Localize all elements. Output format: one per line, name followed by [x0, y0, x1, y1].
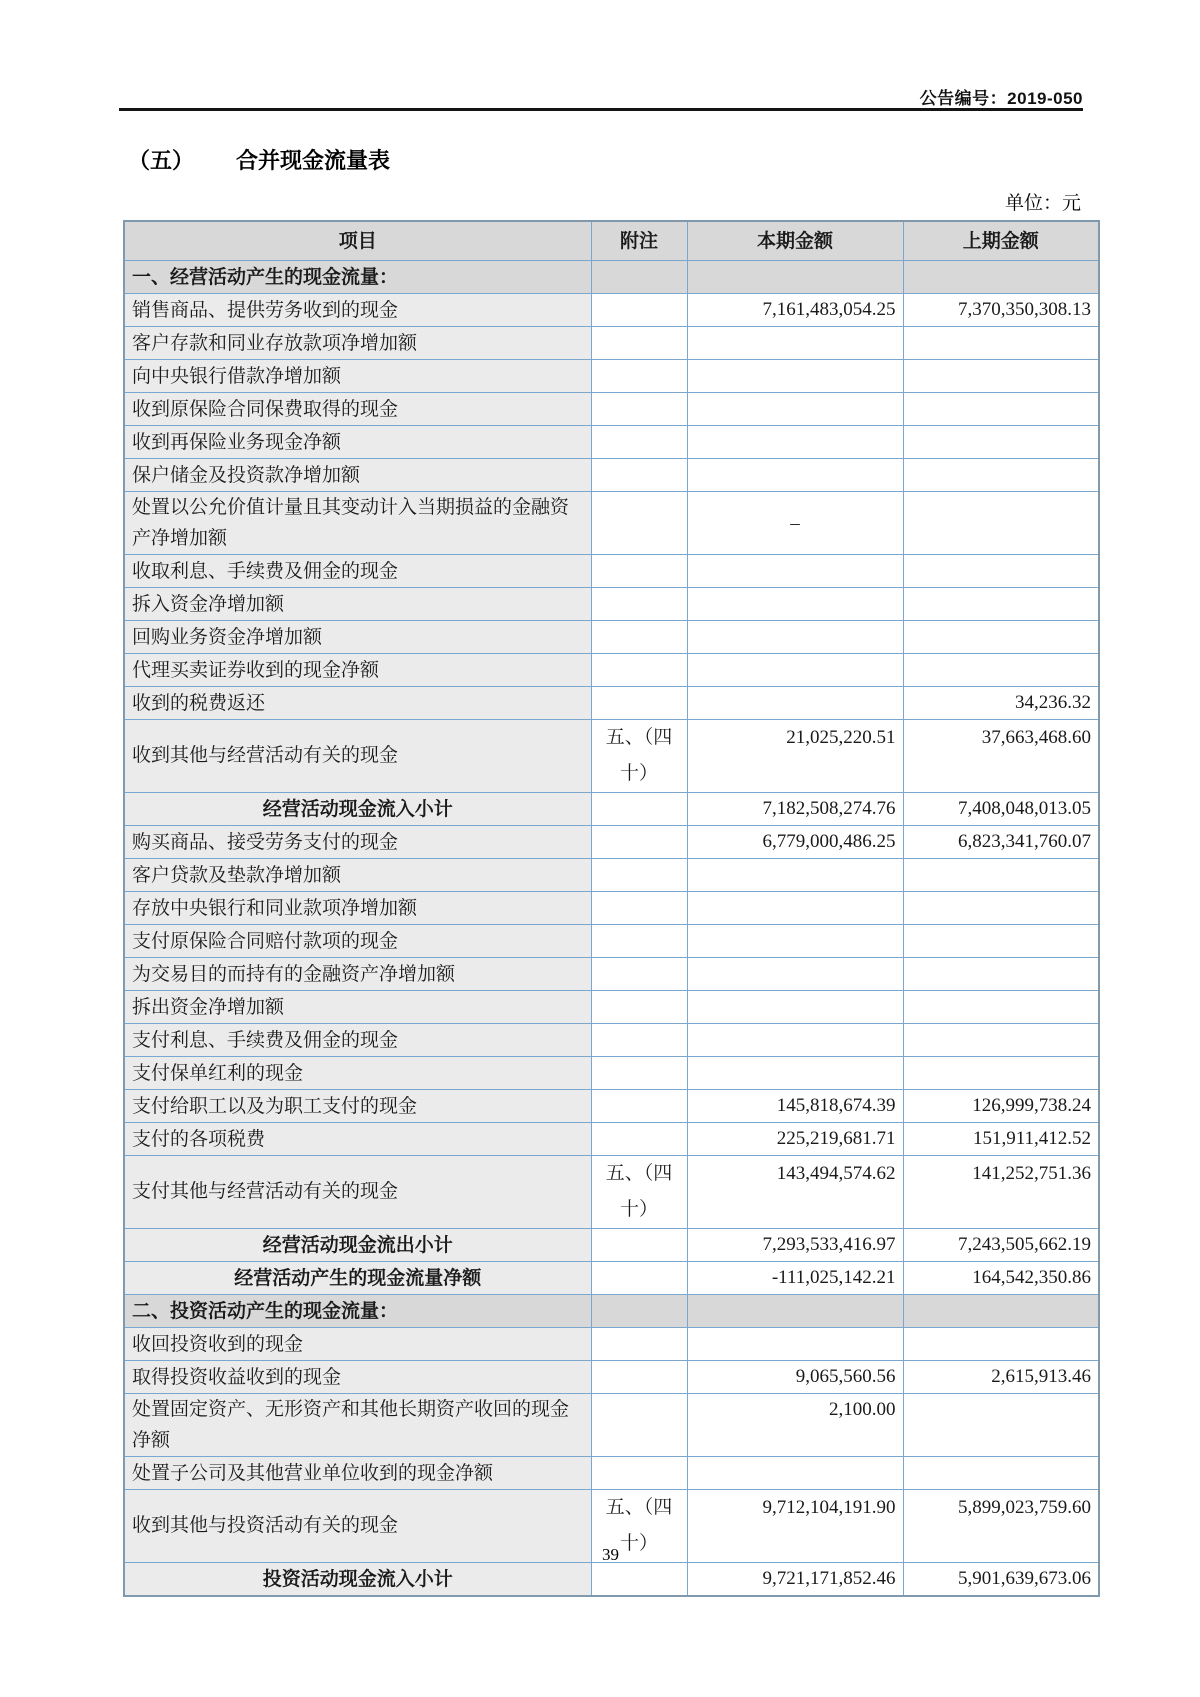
row-prior-amount: 6,823,341,760.07 — [903, 826, 1099, 859]
row-label: 支付保单红利的现金 — [124, 1057, 591, 1090]
row-current-amount — [687, 426, 903, 459]
row-label: 处置固定资产、无形资产和其他长期资产收回的现金净额 — [124, 1394, 591, 1457]
row-current-amount: 7,182,508,274.76 — [687, 793, 903, 826]
row-prior-amount: 7,243,505,662.19 — [903, 1229, 1099, 1262]
row-note — [591, 459, 687, 492]
row-label: 收到的税费返还 — [124, 687, 591, 720]
table-row — [124, 720, 1099, 793]
table-row — [124, 1394, 1099, 1457]
row-label: 收到再保险业务现金净额 — [124, 426, 591, 459]
table-row — [124, 1457, 1099, 1490]
row-prior-amount — [903, 925, 1099, 958]
row-label: 支付原保险合同赔付款项的现金 — [124, 925, 591, 958]
row-prior-amount — [903, 1024, 1099, 1057]
row-label: 购买商品、接受劳务支付的现金 — [124, 826, 591, 859]
row-label: 保户储金及投资款净增加额 — [124, 459, 591, 492]
row-label: 客户贷款及垫款净增加额 — [124, 859, 591, 892]
table-row — [124, 859, 1099, 892]
row-prior-amount: 126,999,738.24 — [903, 1090, 1099, 1123]
row-prior-amount: 151,911,412.52 — [903, 1123, 1099, 1156]
row-label: 处置以公允价值计量且其变动计入当期损益的金融资产净增加额 — [124, 492, 591, 555]
row-current-amount — [687, 687, 903, 720]
row-prior-amount: 7,408,048,013.05 — [903, 793, 1099, 826]
row-label: 一、经营活动产生的现金流量： — [124, 261, 591, 294]
table-row — [124, 1090, 1099, 1123]
row-current-amount — [687, 588, 903, 621]
table-row — [124, 793, 1099, 826]
row-current-amount: 9,065,560.56 — [687, 1361, 903, 1394]
row-prior-amount — [903, 892, 1099, 925]
row-prior-amount — [903, 360, 1099, 393]
table-row — [124, 991, 1099, 1024]
row-current-amount — [687, 925, 903, 958]
row-prior-amount: 164,542,350.86 — [903, 1262, 1099, 1295]
row-note — [591, 1563, 687, 1597]
row-prior-amount — [903, 991, 1099, 1024]
row-current-amount — [687, 621, 903, 654]
row-label: 向中央银行借款净增加额 — [124, 360, 591, 393]
row-label: 收到其他与投资活动有关的现金 — [124, 1490, 591, 1563]
table-row — [124, 360, 1099, 393]
row-current-amount: 143,494,574.62 — [687, 1156, 903, 1229]
table-row — [124, 654, 1099, 687]
row-label: 客户存款和同业存放款项净增加额 — [124, 327, 591, 360]
row-label: 支付给职工以及为职工支付的现金 — [124, 1090, 591, 1123]
table-row — [124, 1563, 1099, 1597]
row-current-amount: 9,721,171,852.46 — [687, 1563, 903, 1597]
row-prior-amount — [903, 327, 1099, 360]
table-row — [124, 1229, 1099, 1262]
row-note — [591, 294, 687, 327]
row-prior-amount — [903, 588, 1099, 621]
row-prior-amount — [903, 555, 1099, 588]
row-prior-amount — [903, 1394, 1099, 1457]
page-title — [128, 144, 390, 175]
table-row — [124, 555, 1099, 588]
row-current-amount: 21,025,220.51 — [687, 720, 903, 793]
row-label: 收回投资收到的现金 — [124, 1328, 591, 1361]
row-note — [591, 1057, 687, 1090]
row-current-amount: – — [687, 492, 903, 555]
table-row — [124, 492, 1099, 555]
row-label: 支付利息、手续费及佣金的现金 — [124, 1024, 591, 1057]
row-note — [591, 654, 687, 687]
row-label: 回购业务资金净增加额 — [124, 621, 591, 654]
row-current-amount: 7,161,483,054.25 — [687, 294, 903, 327]
row-note — [591, 892, 687, 925]
row-note: 五、（四十） — [591, 1490, 687, 1563]
row-prior-amount — [903, 426, 1099, 459]
row-current-amount — [687, 1024, 903, 1057]
row-prior-amount: 141,252,751.36 — [903, 1156, 1099, 1229]
row-note — [591, 1328, 687, 1361]
row-prior-amount — [903, 958, 1099, 991]
row-current-amount: 9,712,104,191.90 — [687, 1490, 903, 1563]
row-note — [591, 327, 687, 360]
row-current-amount: 7,293,533,416.97 — [687, 1229, 903, 1262]
row-current-amount — [687, 991, 903, 1024]
row-current-amount: 225,219,681.71 — [687, 1123, 903, 1156]
row-current-amount — [687, 654, 903, 687]
table-row — [124, 925, 1099, 958]
row-note — [591, 1295, 687, 1328]
table-row — [124, 393, 1099, 426]
row-prior-amount — [903, 492, 1099, 555]
row-prior-amount — [903, 459, 1099, 492]
row-prior-amount: 37,663,468.60 — [903, 720, 1099, 793]
row-prior-amount — [903, 621, 1099, 654]
row-current-amount — [687, 459, 903, 492]
table-row — [124, 1123, 1099, 1156]
table-row — [124, 426, 1099, 459]
row-label: 收取利息、手续费及佣金的现金 — [124, 555, 591, 588]
table-row — [124, 459, 1099, 492]
table-header-row — [124, 221, 1099, 261]
row-note — [591, 958, 687, 991]
row-current-amount — [687, 892, 903, 925]
table-row — [124, 261, 1099, 294]
table-row — [124, 1361, 1099, 1394]
row-label: 经营活动产生的现金流量净额 — [124, 1262, 591, 1295]
table-row — [124, 892, 1099, 925]
row-label: 存放中央银行和同业款项净增加额 — [124, 892, 591, 925]
row-label: 拆出资金净增加额 — [124, 991, 591, 1024]
table-row — [124, 1295, 1099, 1328]
column-header-current-amount: 本期金额 — [687, 221, 903, 261]
row-label: 投资活动现金流入小计 — [124, 1563, 591, 1597]
row-current-amount — [687, 859, 903, 892]
row-label: 经营活动现金流入小计 — [124, 793, 591, 826]
row-current-amount: 145,818,674.39 — [687, 1090, 903, 1123]
row-current-amount — [687, 958, 903, 991]
row-note — [591, 492, 687, 555]
announcement-number: 公告编号：2019-050 — [919, 89, 1083, 108]
row-current-amount — [687, 1457, 903, 1490]
table-row — [124, 1328, 1099, 1361]
row-note — [591, 588, 687, 621]
row-current-amount: 2,100.00 — [687, 1394, 903, 1457]
column-header-item: 项目 — [124, 221, 591, 261]
column-header-prior-amount: 上期金额 — [903, 221, 1099, 261]
header-divider — [119, 108, 1083, 111]
table-row — [124, 1156, 1099, 1229]
row-current-amount — [687, 360, 903, 393]
row-note — [591, 1361, 687, 1394]
table-row — [124, 588, 1099, 621]
table-row — [124, 958, 1099, 991]
row-note — [591, 991, 687, 1024]
row-prior-amount: 5,901,639,673.06 — [903, 1563, 1099, 1597]
row-note — [591, 393, 687, 426]
row-current-amount: -111,025,142.21 — [687, 1262, 903, 1295]
row-note — [591, 826, 687, 859]
table-row — [124, 621, 1099, 654]
row-prior-amount: 7,370,350,308.13 — [903, 294, 1099, 327]
row-current-amount — [687, 261, 903, 294]
row-prior-amount — [903, 1328, 1099, 1361]
row-label: 拆入资金净增加额 — [124, 588, 591, 621]
section-index: （五） — [128, 148, 195, 173]
row-note — [591, 1229, 687, 1262]
row-label: 处置子公司及其他营业单位收到的现金净额 — [124, 1457, 591, 1490]
row-current-amount — [687, 327, 903, 360]
row-note — [591, 793, 687, 826]
row-prior-amount — [903, 261, 1099, 294]
row-note: 五、（四十） — [591, 720, 687, 793]
row-prior-amount — [903, 393, 1099, 426]
table-row — [124, 687, 1099, 720]
row-current-amount — [687, 393, 903, 426]
row-note — [591, 1457, 687, 1490]
row-note — [591, 360, 687, 393]
table-row — [124, 1024, 1099, 1057]
row-prior-amount — [903, 1295, 1099, 1328]
row-current-amount — [687, 1328, 903, 1361]
row-note — [591, 555, 687, 588]
row-note — [591, 687, 687, 720]
title-text: 合并现金流量表 — [236, 148, 391, 173]
table-row — [124, 327, 1099, 360]
row-note — [591, 1090, 687, 1123]
row-current-amount — [687, 555, 903, 588]
row-label: 支付的各项税费 — [124, 1123, 591, 1156]
row-note — [591, 426, 687, 459]
row-current-amount — [687, 1295, 903, 1328]
unit-label: 单位：元 — [1004, 193, 1081, 214]
row-prior-amount — [903, 859, 1099, 892]
table-row — [124, 826, 1099, 859]
row-prior-amount — [903, 654, 1099, 687]
row-label: 为交易目的而持有的金融资产净增加额 — [124, 958, 591, 991]
row-note — [591, 1394, 687, 1457]
row-label: 二、投资活动产生的现金流量： — [124, 1295, 591, 1328]
table-row — [124, 1057, 1099, 1090]
row-note — [591, 1024, 687, 1057]
page-number: 39 — [602, 1545, 619, 1564]
column-header-note: 附注 — [591, 221, 687, 261]
row-prior-amount — [903, 1057, 1099, 1090]
row-current-amount: 6,779,000,486.25 — [687, 826, 903, 859]
row-note — [591, 859, 687, 892]
row-note — [591, 1262, 687, 1295]
row-label: 经营活动现金流出小计 — [124, 1229, 591, 1262]
table-row — [124, 1262, 1099, 1295]
row-note — [591, 925, 687, 958]
row-label: 支付其他与经营活动有关的现金 — [124, 1156, 591, 1229]
row-label: 收到其他与经营活动有关的现金 — [124, 720, 591, 793]
row-note — [591, 261, 687, 294]
row-label: 收到原保险合同保费取得的现金 — [124, 393, 591, 426]
row-note: 五、（四十） — [591, 1156, 687, 1229]
row-prior-amount: 5,899,023,759.60 — [903, 1490, 1099, 1563]
row-prior-amount: 34,236.32 — [903, 687, 1099, 720]
table-row — [124, 294, 1099, 327]
row-note — [591, 1123, 687, 1156]
row-label: 销售商品、提供劳务收到的现金 — [124, 294, 591, 327]
row-prior-amount — [903, 1457, 1099, 1490]
row-label: 代理买卖证券收到的现金净额 — [124, 654, 591, 687]
row-label: 取得投资收益收到的现金 — [124, 1361, 591, 1394]
cash-flow-table — [123, 220, 1100, 1597]
row-current-amount — [687, 1057, 903, 1090]
row-note — [591, 621, 687, 654]
row-prior-amount: 2,615,913.46 — [903, 1361, 1099, 1394]
